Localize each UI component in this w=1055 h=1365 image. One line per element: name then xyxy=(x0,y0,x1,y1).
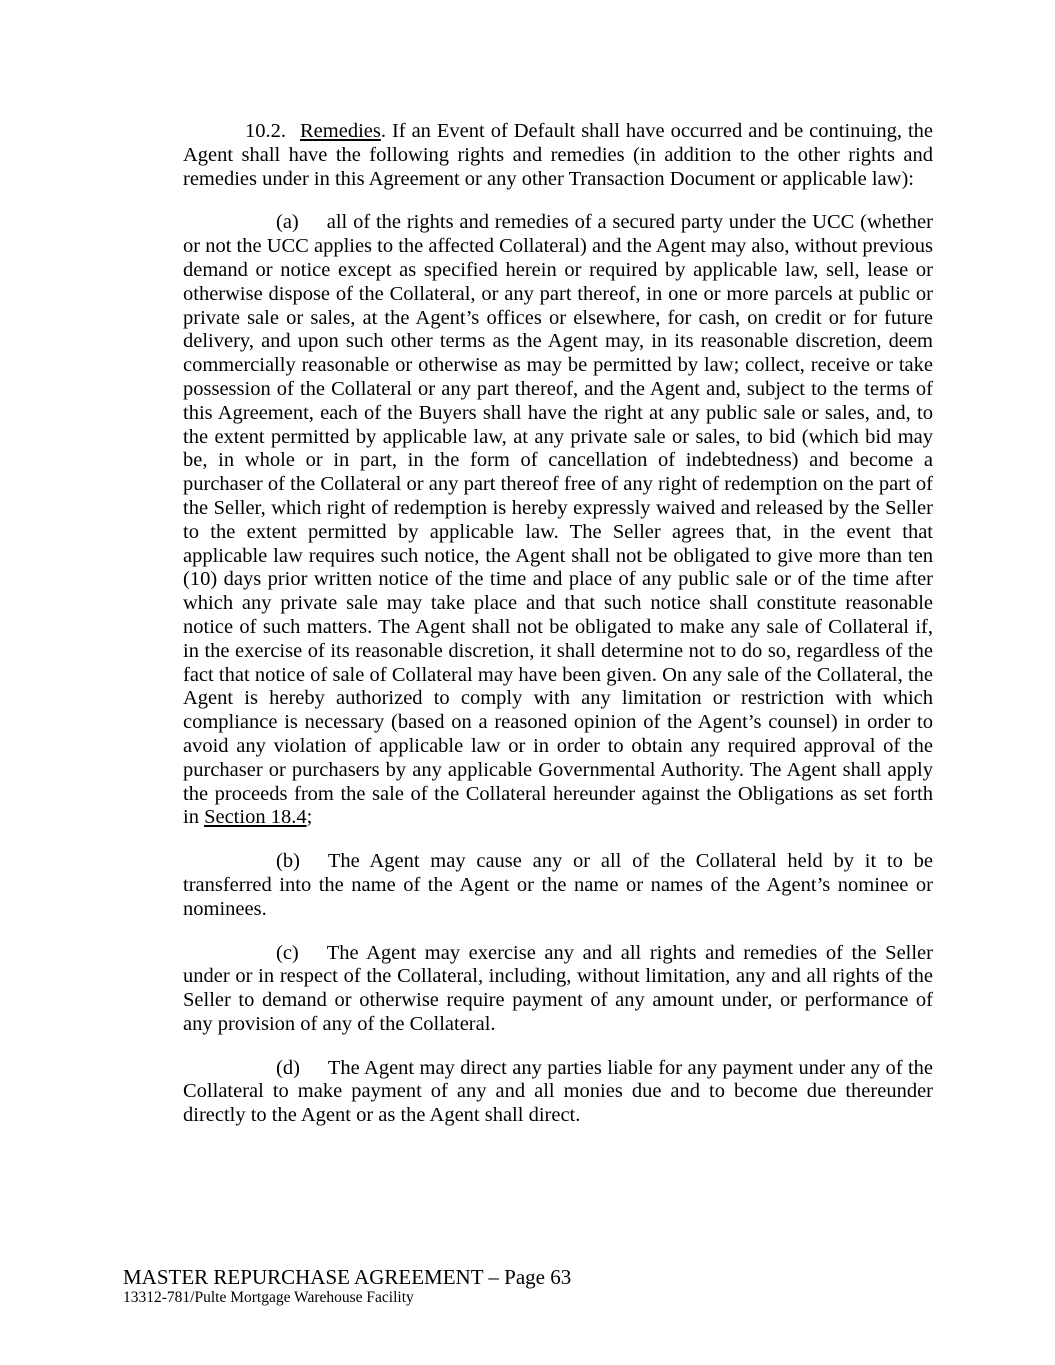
text-segment: ; xyxy=(306,806,313,829)
clause-a-text xyxy=(183,211,933,828)
section-heading: Remedies xyxy=(300,120,381,142)
footer-document-title: MASTER REPURCHASE AGREEMENT – Page 63 xyxy=(123,1265,572,1289)
clause-b-paragraph xyxy=(183,850,933,921)
clause-a-paragraph xyxy=(183,211,933,830)
clause-d-label: (d) xyxy=(276,1056,300,1079)
page-footer xyxy=(123,1266,571,1307)
document-body xyxy=(183,120,933,1148)
section-intro-text: . If an Event of Default shall have occurred and be continuing, the Agent shall have the following rights and remedies (in addition to the other rights and remedies under in this Agreement or any other Transaction Document or applicable law): xyxy=(183,120,933,190)
clause-c-paragraph xyxy=(183,942,933,1037)
text-segment: all of the rights and remedies of a secured party under the UCC (whether or not the UCC applies to the affected Collateral) and the Agent may also, without previous demand or notice except as specified herein or required by applicable law, sell, lease or otherwise dispose of the Collateral, or any part thereof, in one or more parcels at public or private sale or sales, at the Agent’s offices or elsewhere, for cash, on credit or for future delivery, and upon such other terms as the Agent may, in its reasonable discretion, deem commercially reasonable or otherwise as may be permitted by law; collect, receive or take possession of the Collateral or any part thereof, and the Agent and, subject to the terms of this Agreement, each of the Buyers shall have the right at any public sale or sales, and, to the extent permitted by applicable law, at any private sale or sales, to bid (which bid may be, in whole or in part, in the form of cancellation of indebtedness) and become a purchaser of the Collateral or any part thereof free of any right of redemption on the part of the Seller, which right of redemption is hereby expressly waived and released by the Seller to the extent permitted by applicable law. The Seller agrees that, in the event that applicable law requires such notice, the Agent shall not be obligated to give more than ten (10) days prior written notice of the time and place of any public sale or of the time after which any private sale may take place and that such notice shall constitute reasonable notice of such matters. The Agent shall not be obligated to make any sale of Collateral if, in the exercise of its reasonable discretion, it shall determine not to do so, regardless of the fact that notice of sale of Collateral may have been given. On any sale of the Collateral, the Agent is hereby authorized to comply with any limitation or restriction with which compliance is necessary (based on a reasoned opinion of the Agent’s counsel) in order to avoid any violation of applicable law or in order to obtain any required approval of the purchaser or purchasers by any applicable Governmental Authority. The Agent shall apply the proceeds from the sale of the Collateral hereunder against the Obligations as set forth in xyxy=(183,211,933,829)
section-number: 10.2. xyxy=(245,120,286,142)
text-segment: The Agent may exercise any and all rights and remedies of the Seller under or in respect of the Collateral, including, without limitation, any and all rights of the Seller to demand or otherwise require payment of any amount under, or performance of any provision of any of the Collateral. xyxy=(183,941,933,1035)
underlined-reference: Section 18.4 xyxy=(204,806,307,829)
footer-matter-reference: 13312-781/Pulte Mortgage Warehouse Facility xyxy=(123,1289,414,1306)
text-segment: The Agent may direct any parties liable for any payment under any of the Collateral to make payment of any and all monies due and to become due thereunder directly to the Agent or as the Agent shall direct. xyxy=(183,1056,933,1127)
section-heading-paragraph xyxy=(183,120,933,191)
clause-d-paragraph xyxy=(183,1057,933,1128)
clause-c-label: (c) xyxy=(276,941,299,964)
clause-b-label: (b) xyxy=(276,850,300,873)
text-segment: The Agent may cause any or all of the Collateral held by it to be transferred into the name of the Agent or the name or names of the Agent’s nominee or nominees. xyxy=(183,850,933,920)
clause-a-label: (a) xyxy=(276,211,299,234)
